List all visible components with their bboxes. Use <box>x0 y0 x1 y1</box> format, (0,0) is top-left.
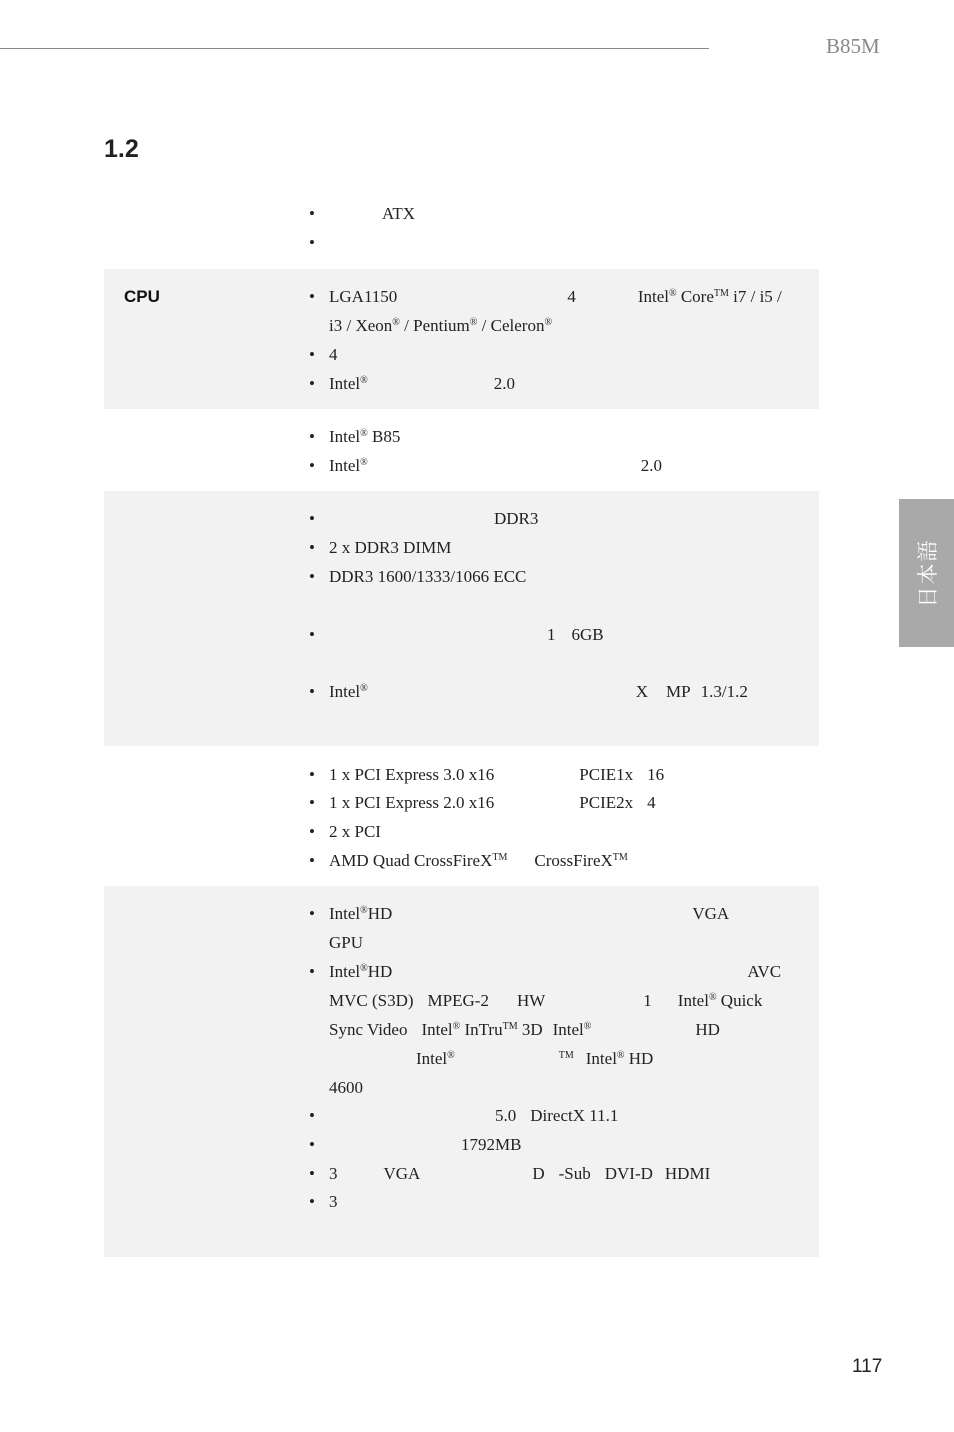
list-item: • LGA1150 4 Intel® Core™ i7 / i5 / <box>309 287 782 306</box>
list-item: • Intel® 2.0 <box>309 374 516 393</box>
spec-row-general <box>104 184 819 269</box>
language-tab-label: 日本語 <box>915 538 940 608</box>
list-item: • Intel® B85 <box>309 427 401 446</box>
list-item: • Intel®HD AVC <box>309 962 782 981</box>
list-item-cont: i3 / Xeon® / Pentium® / Celeron® <box>329 316 553 335</box>
list-item: • <box>309 233 315 252</box>
list-item-cont: MVC (S3D) MPEG-2 HW 1 Intel® Quick <box>329 991 763 1010</box>
list-item-cont: Intel® ™ Intel® HD <box>416 1049 654 1068</box>
list-item: • 2 x PCI <box>309 822 381 841</box>
spec-table <box>104 184 819 1257</box>
list-item: • 2 x DDR3 DIMM <box>309 538 452 557</box>
list-item: • 3 VGA D -Sub DVI-D HDMI <box>309 1164 711 1183</box>
spec-row-cpu <box>104 269 819 409</box>
header-rule <box>0 48 709 49</box>
spec-row-expansion <box>104 746 819 886</box>
section-number: 1.2 <box>104 135 139 163</box>
list-item: • DDR3 1600/1333/1066 ECC <box>309 567 527 586</box>
list-item: • AMD Quad CrossFireX™ CrossFireX™ <box>309 851 628 870</box>
list-item: • ATX <box>309 204 416 223</box>
list-item: • 5.0 DirectX 11.1 <box>309 1106 619 1125</box>
list-item: • 1 x PCI Express 2.0 x16 PCIE2x 4 <box>309 793 656 812</box>
list-item: • 1 x PCI Express 3.0 x16 PCIE1x 16 <box>309 765 665 784</box>
list-item: • 4 <box>309 345 338 364</box>
list-item-cont: Sync Video Intel® InTru™ 3D Intel® HD <box>329 1020 720 1039</box>
list-item-cont: 4600 <box>329 1078 363 1097</box>
list-item: • Intel®HD VGA <box>309 904 730 923</box>
row-label-cpu: CPU <box>124 287 160 306</box>
spec-row-graphics <box>104 886 819 1257</box>
spec-row-memory <box>104 491 819 746</box>
list-item: • DDR3 <box>309 509 539 528</box>
list-item: • Intel® 2.0 <box>309 456 663 475</box>
page-number: 117 <box>852 1356 883 1377</box>
model-name: B85M <box>826 34 880 58</box>
language-tab <box>899 499 954 647</box>
list-item: • 3 <box>309 1192 338 1211</box>
spec-row-chipset <box>104 409 819 491</box>
list-item-cont: GPU <box>329 933 364 952</box>
list-item: • 1 6GB <box>309 625 604 644</box>
list-item: • 1792MB <box>309 1135 522 1154</box>
list-item: • Intel® X MP 1.3/1.2 <box>309 682 748 701</box>
